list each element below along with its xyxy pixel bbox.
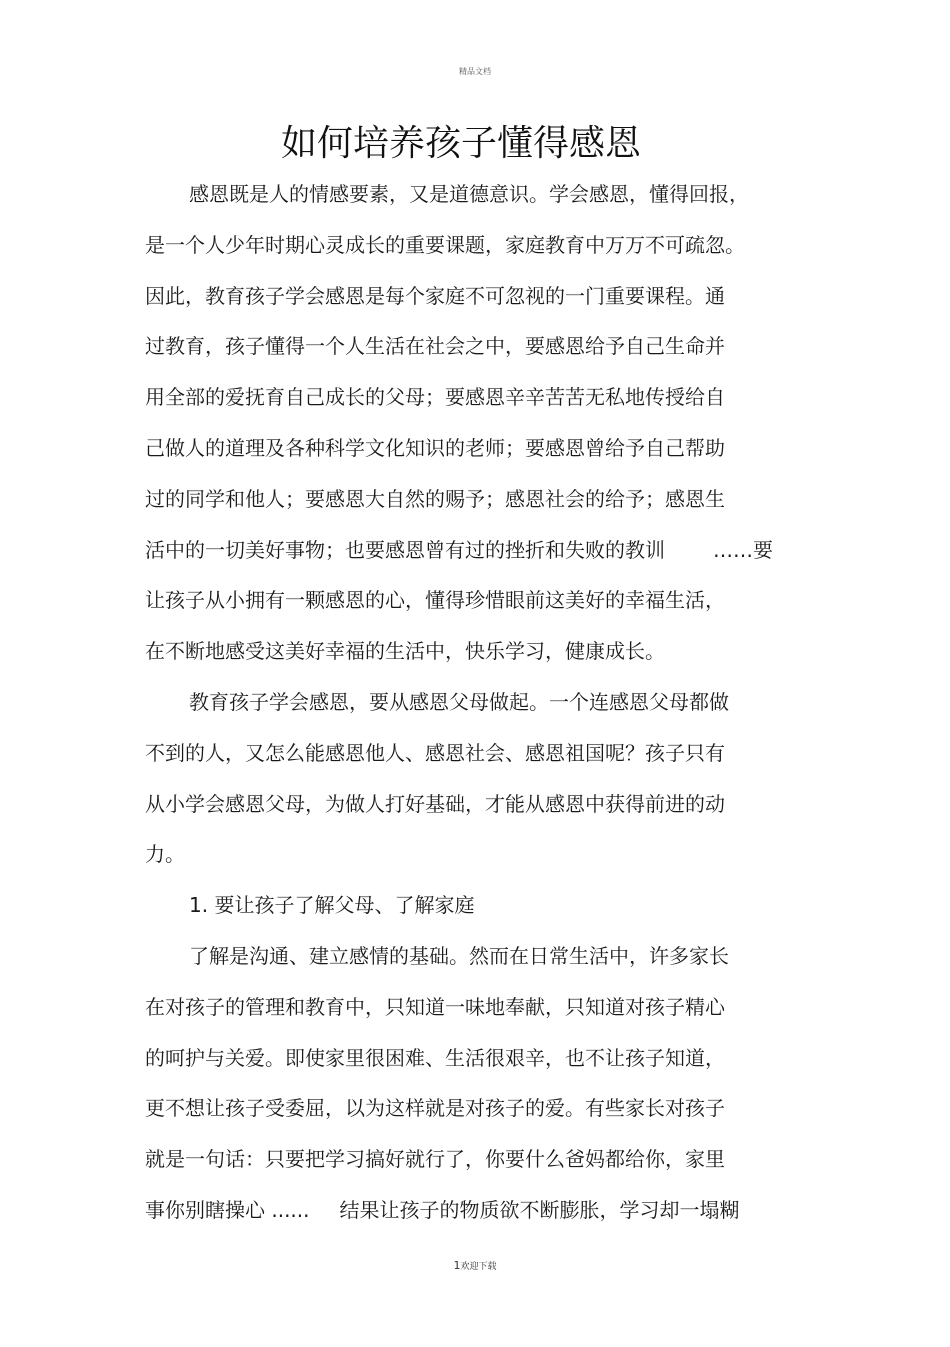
section-heading: 1. 要让孩子了解父母、了解家庭: [189, 893, 475, 918]
text-line: 是一个人少年时期心灵成长的重要课题，家庭教育中万万不可疏忽。: [145, 232, 745, 257]
text-line: 教育孩子学会感恩，要从感恩父母做起。一个连感恩父母都做: [189, 689, 729, 714]
text-segment: 活中的一切美好事物；也要感恩曾有过的挫折和失败的教训: [145, 537, 665, 562]
text-segment: 事你别瞎操心 ......: [145, 1197, 310, 1222]
document-body: [145, 174, 825, 1241]
text-line: [145, 1190, 825, 1241]
footer-note: 欢迎下载: [460, 1262, 497, 1272]
text-line: 更不想让孩子受委屈，以为这样就是对孩子的爱。有些家长对孩子: [145, 1096, 725, 1121]
text-line: 过的同学和他人；要感恩大自然的赐予；感恩社会的给予；感恩生: [145, 486, 725, 511]
text-line: 就是一句话：只要把学习搞好就行了，你要什么爸妈都给你，家里: [145, 1147, 725, 1172]
text-line: 己做人的道理及各种科学文化知识的老师；要感恩曾给予自己帮助: [145, 435, 725, 460]
text-line: 从小学会感恩父母，为做人打好基础，才能从感恩中获得前进的动: [145, 791, 725, 816]
text-line: 力。: [145, 842, 185, 867]
text-line: [145, 530, 825, 581]
text-line: 在不断地感受这美好幸福的生活中，快乐学习，健康成长。: [145, 639, 665, 664]
text-line: 在对孩子的管理和教育中，只知道一味地奉献，只知道对孩子精心: [145, 994, 725, 1019]
text-line: 用全部的爱抚育自己成长的父母；要感恩辛辛苦苦无私地传授给自: [145, 385, 725, 410]
text-line: 过教育，孩子懂得一个人生活在社会之中，要感恩给予自己生命并: [145, 334, 725, 359]
document-title: 如何培养孩子懂得感恩: [280, 123, 641, 164]
page-number: 1: [453, 1259, 461, 1272]
text-line: 的呵护与关爱。即使家里很困难、生活很艰辛，也不让孩子知道，: [145, 1045, 725, 1070]
text-line: 感恩既是人的情感要素，又是道德意识。学会感恩，懂得回报，: [189, 182, 749, 206]
text-line: 不到的人，又怎么能感恩他人、感恩社会、感恩祖国呢？孩子只有: [145, 740, 725, 765]
page-footer: [0, 1259, 950, 1272]
text-segment: ……要: [713, 537, 773, 562]
text-segment: 结果让孩子的物质欲不断膨胀，学习却一塌糊: [339, 1197, 740, 1222]
text-line: 因此，教育孩子学会感恩是每个家庭不可忽视的一门重要课程。通: [145, 283, 725, 308]
text-line: 了解是沟通、建立感情的基础。然而在日常生活中，许多家长: [189, 943, 729, 968]
header-note: 精品文档: [459, 67, 491, 76]
text-line: 让孩子从小拥有一颗感恩的心，懂得珍惜眼前这美好的幸福生活，: [145, 588, 725, 613]
